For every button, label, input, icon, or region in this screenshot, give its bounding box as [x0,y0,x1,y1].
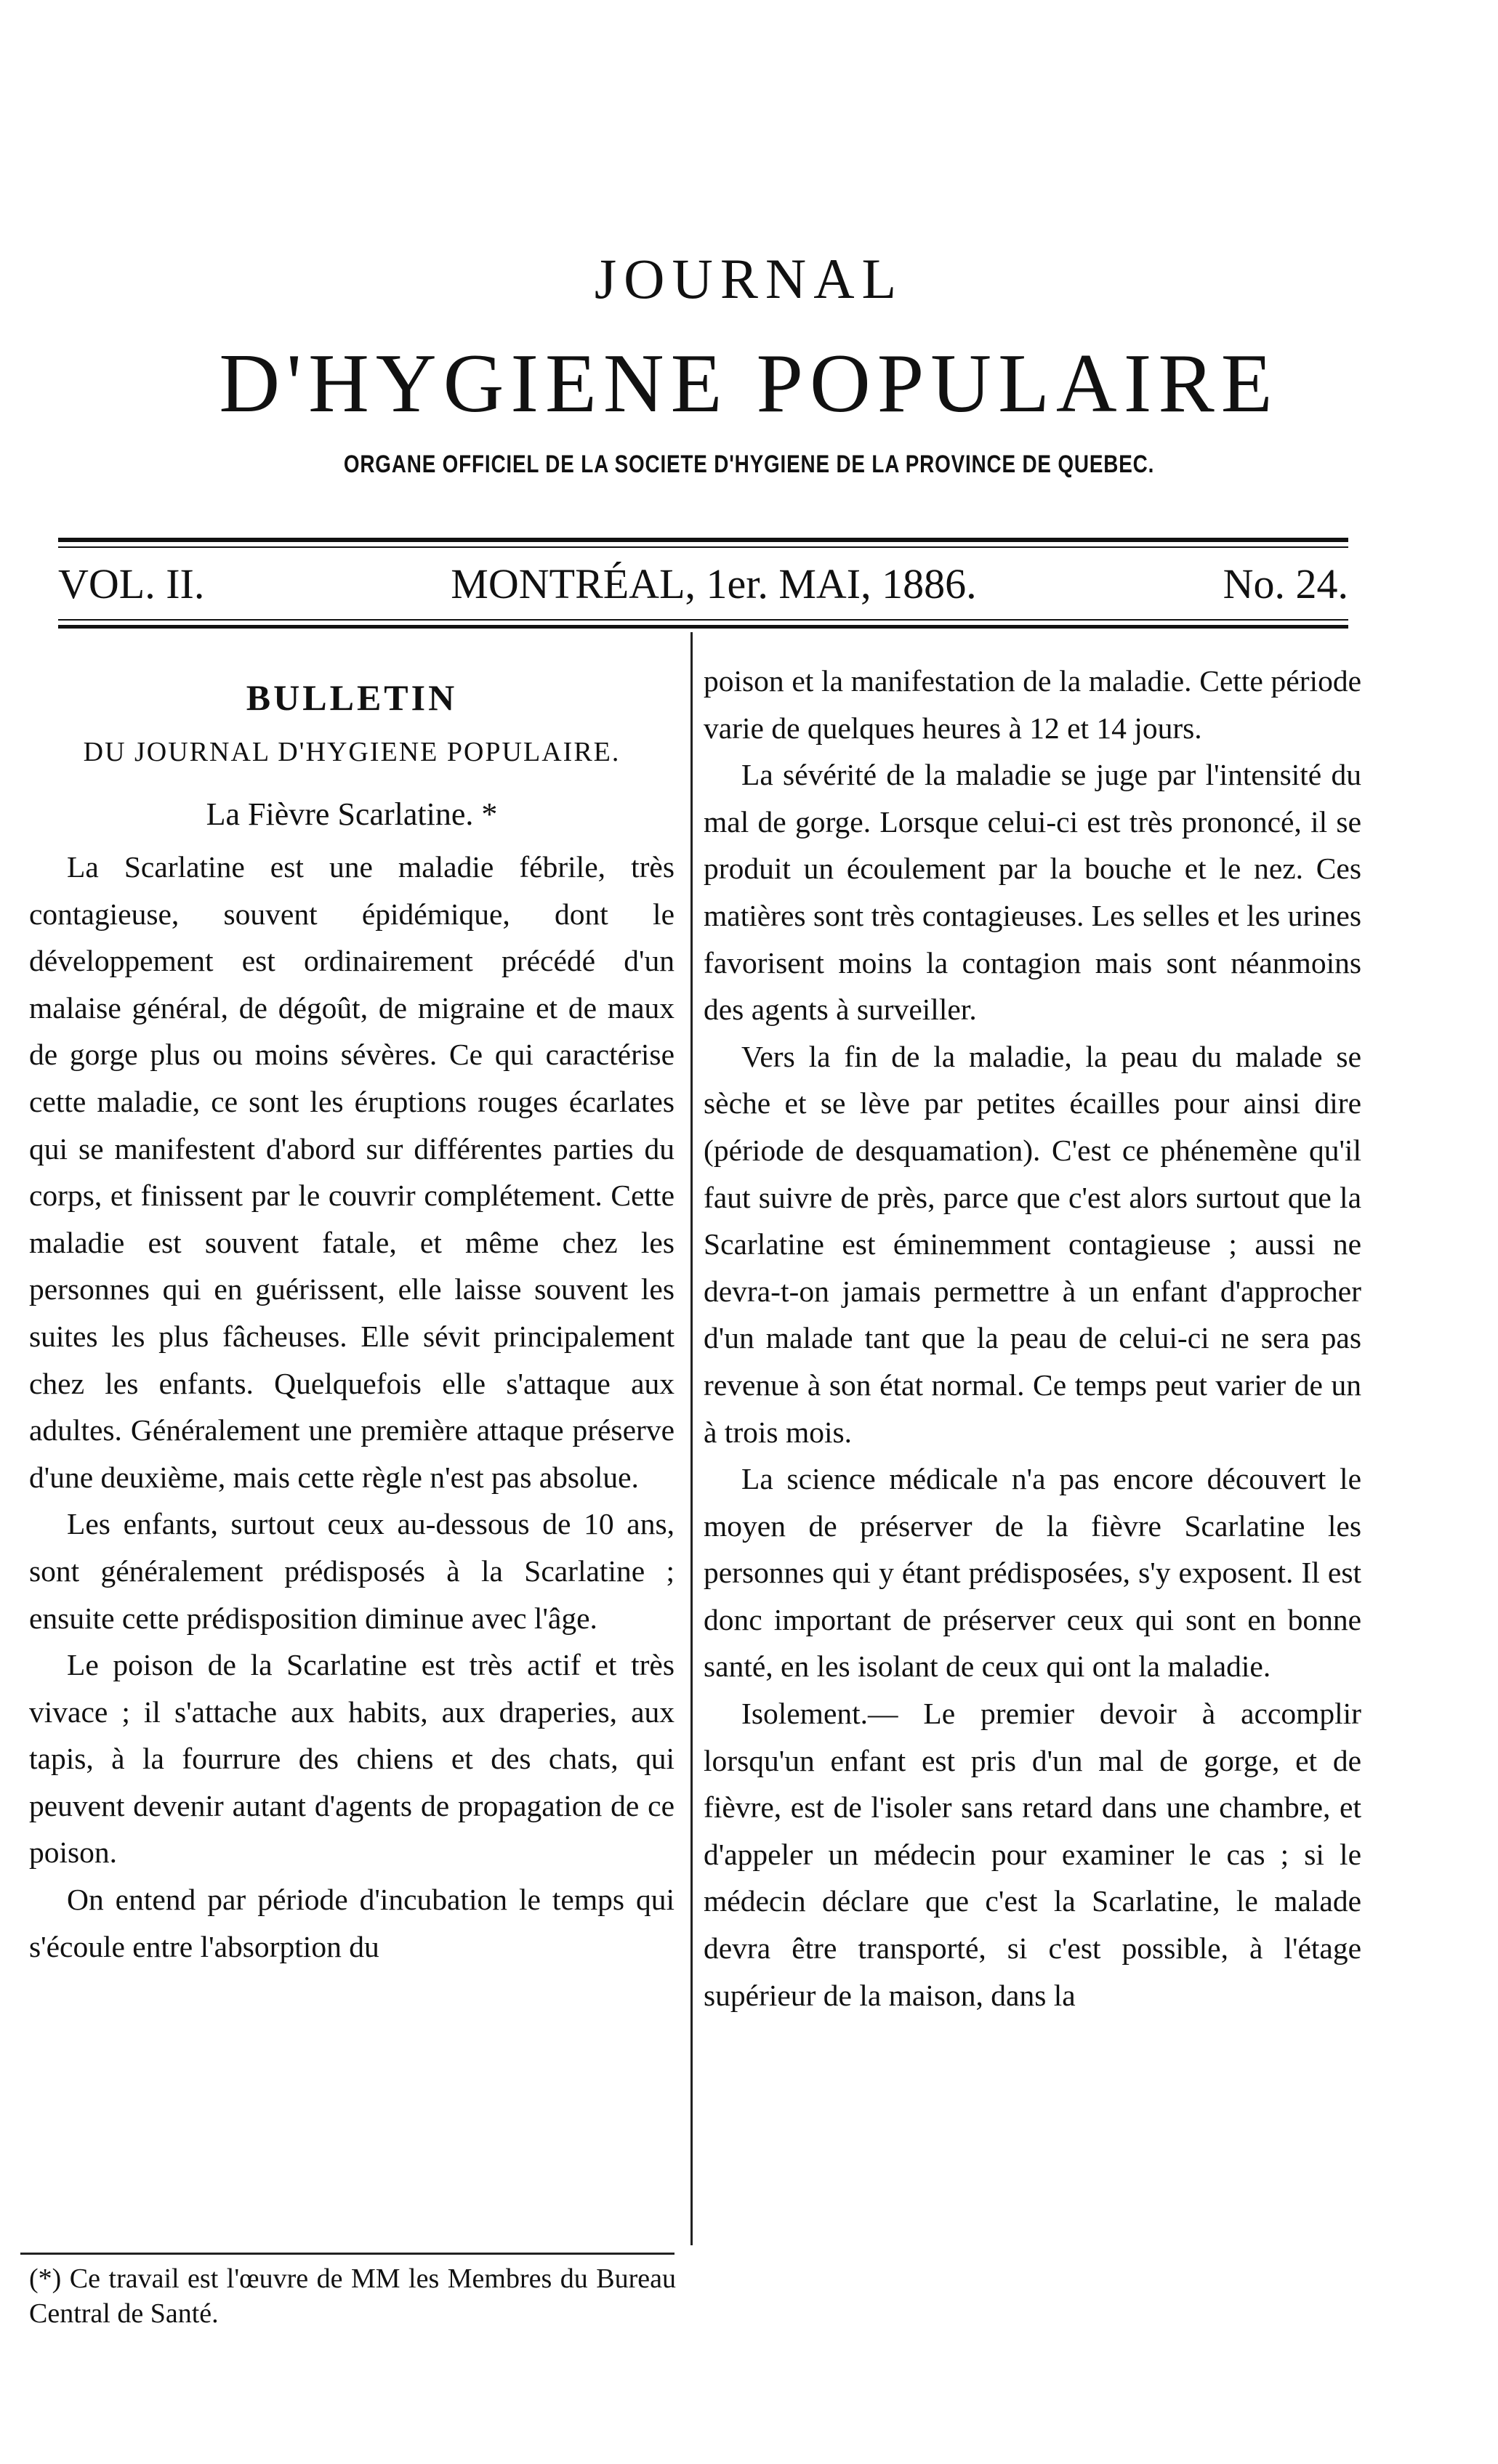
article-paragraph: Isolement.— Le premier devoir à accomplir lorsqu'un enfant est pris d'un mal de gorge, et de fièvre, est de l'isoler sans retard dans une chambre, et d'appeler un médecin pour examiner le cas ; si le médecin déclare que c'est la Scarlatine, le malade devra être transporté, si c'est possible, à l'étage supérieur de la maison, dans la [704,1697,1361,2012]
masthead-journal-label: JOURNAL [594,247,904,310]
masthead-title: D'HYGIENE POPULAIRE [219,337,1279,430]
footnote: (*) Ce travail est l'œuvre de MM les Membres du Bureau Central de Santé. [29,2263,676,2329]
article-paragraph: Vers la fin de la maladie, la peau du malade se sèche et se lève par petites écailles pour ainsi dire (période de desquamation). C'est ce phénemène qu'il faut suivre de près, parce que c'est alors surtout que la Scarlatine est éminemment contagieuse ; aussi ne devra-t-on jamais permettre à un enfant d'approcher d'un malade tant que la peau de celui-ci ne sera pas revenue à son état normal. Ce temps peut varier de un à trois mois. [704,1039,1361,1449]
left-column [29,658,674,1970]
article-paragraph: Les enfants, surtout ceux au-dessous de 10 ans, sont généralement prédisposés à la Scarlatine ; ensuite cette prédisposition diminue avec l'âge. [29,1507,674,1635]
issue-number: No. 24. [1223,560,1348,607]
place-date: MONTRÉAL, 1er. MAI, 1886. [451,560,977,607]
column-divider [690,632,693,2245]
bulletin-heading: BULLETIN [246,677,458,718]
volume-label: VOL. II. [58,560,205,607]
article-paragraph: La sévérité de la maladie se juge par l'intensité du mal de gorge. Lorsque celui-ci est très prononcé, il se produit un écoulement par la bouche et le nez. Ces matières sont très contagieuses. Les selles et les urines favorisent moins la contagion mais sont néanmoins des agents à surveiller. [704,758,1361,1027]
issue-line [58,558,1348,609]
masthead-rule-thin [58,546,1348,548]
footnote-rule [20,2253,674,2255]
right-column [704,658,1361,2019]
issue-rule-thick [58,625,1348,629]
article-paragraph: La Scarlatine est une maladie fébrile, très contagieuse, souvent épidémique, dont le développement est ordinairement précédé d'un malaise général, de dégoût, de migraine et de maux de gorge plus ou moins sévères. Ce qui caractérise cette maladie, ce sont les éruptions rouges écarlates qui se manifestent d'abord sur différentes parties du corps, et finissent par le couvrir complétement. Cette maladie est souvent fatale, et même chez les personnes qui en guérissent, elle laisse souvent les suites les plus fâcheuses. Elle sévit principalement chez les enfants. Quelquefois elle s'attaque aux adultes. Généralement une première attaque préserve d'une deuxième, mais cette règle n'est pas absolue. [29,850,674,1494]
article-paragraph: poison et la manifestation de la maladie. Cette période varie de quelques heures à 12 et 14 jours. [704,664,1361,745]
article-paragraph: On entend par période d'incubation le temps qui s'écoule entre l'absorption du [29,1883,674,1963]
article-paragraph: La science médicale n'a pas encore découvert le moyen de préserver de la fièvre Scarlatine les personnes qui y étant prédisposées, s'y exposent. Il est donc important de préserver ceux qui sont en bonne santé, en les isolant de ceux qui ont la maladie. [704,1462,1361,1684]
masthead-subtitle: ORGANE OFFICIEL DE LA SOCIETE D'HYGIENE DE LA PROVINCE DE QUEBEC. [343,451,1155,478]
bulletin-subheading: DU JOURNAL D'HYGIENE POPULAIRE. [83,737,621,767]
article-paragraph: Le poison de la Scarlatine est très actif et très vivace ; il s'attache aux habits, aux draperies, aux tapis, à la fourrure des chiens et des chats, qui peuvent devenir autant d'agents de propagation de ce poison. [29,1648,674,1870]
article-title: La Fièvre Scarlatine. * [206,796,498,832]
issue-rule-thin [58,619,1348,621]
masthead-rule-thick [58,538,1348,542]
